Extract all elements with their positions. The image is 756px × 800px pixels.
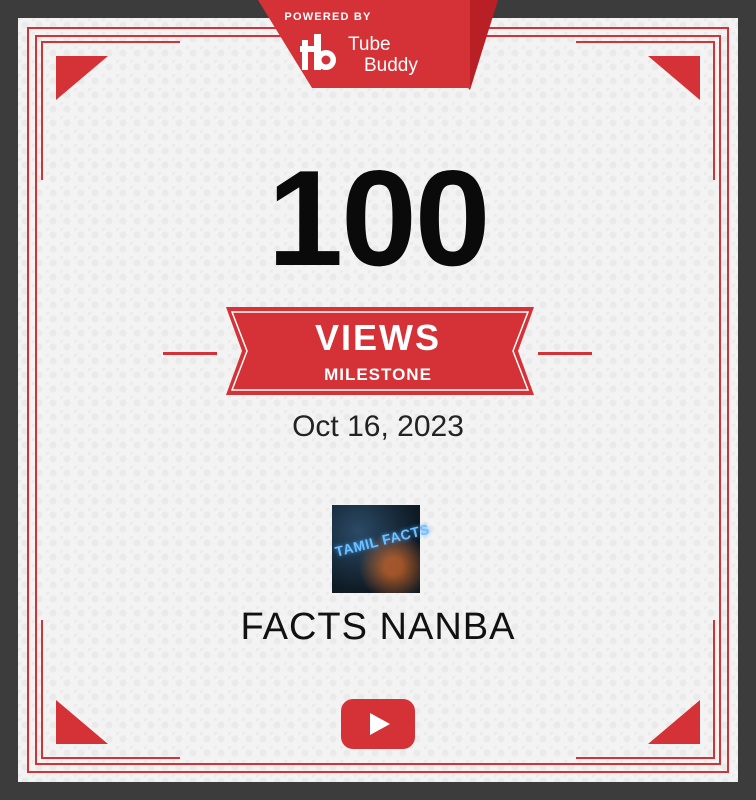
powered-by-label: POWERED BY xyxy=(284,11,372,23)
milestone-date: Oct 16, 2023 xyxy=(292,410,464,443)
milestone-metric: VIEWS xyxy=(314,317,441,358)
avatar-text: TAMIL FACTS xyxy=(333,520,432,560)
brand-name-line2: Buddy xyxy=(364,55,418,76)
milestone-count: 100 xyxy=(267,142,489,294)
milestone-label: MILESTONE xyxy=(324,365,432,384)
corner-ornament-bottom-right xyxy=(648,700,700,744)
tubebuddy-logo-icon[interactable] xyxy=(300,32,340,78)
brand-name-line1: Tube xyxy=(348,34,391,55)
channel-avatar[interactable] xyxy=(332,505,432,593)
channel-name: FACTS NANBA xyxy=(240,606,516,648)
youtube-icon[interactable] xyxy=(341,699,415,749)
corner-ornament-bottom-left xyxy=(56,700,108,744)
divider-left xyxy=(163,352,217,355)
divider-right xyxy=(538,352,592,355)
